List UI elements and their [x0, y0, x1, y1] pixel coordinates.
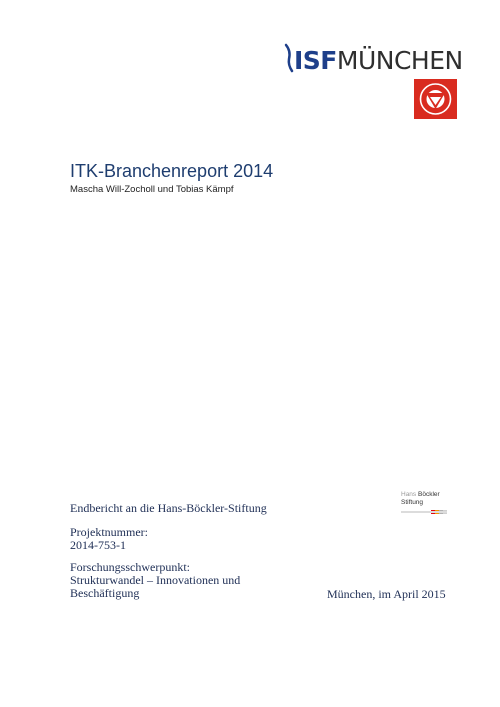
project-number-value: 2014-753-1	[70, 538, 126, 552]
report-title: ITK-Branchenreport 2014	[70, 161, 274, 181]
isf-logo-suffix: MÜNCHEN	[336, 46, 463, 75]
isf-logo-text	[294, 46, 463, 76]
isf-muenchen-logo	[284, 43, 463, 77]
project-number-label: Projektnummer:	[70, 525, 148, 539]
ig-metall-logo-icon	[414, 79, 457, 119]
place-and-date: München, im April 2015	[327, 587, 446, 601]
report-recipient: Endbericht an die Hans-Böckler-Stiftung	[70, 501, 267, 515]
research-focus-line-2: Beschäftigung	[70, 586, 140, 600]
hans-boeckler-stiftung-logo	[401, 491, 451, 521]
hbs-logo-underline	[401, 511, 447, 513]
hbs-color-bar-icon	[431, 501, 447, 505]
report-authors: Mascha Will-Zocholl und Tobias Kämpf	[70, 184, 234, 195]
hbs-logo-stiftung: Stiftung	[401, 499, 424, 506]
hbs-logo-boeckler: Böckler	[418, 491, 440, 498]
isf-swoosh-icon	[284, 43, 294, 73]
research-focus-line-1: Strukturwandel – Innovationen und	[70, 573, 241, 587]
isf-logo-prefix: ISF	[294, 46, 337, 75]
hbs-logo-line-1	[401, 491, 440, 499]
hbs-logo-hans: Hans	[401, 491, 417, 498]
research-focus-label: Forschungsschwerpunkt:	[70, 560, 190, 574]
